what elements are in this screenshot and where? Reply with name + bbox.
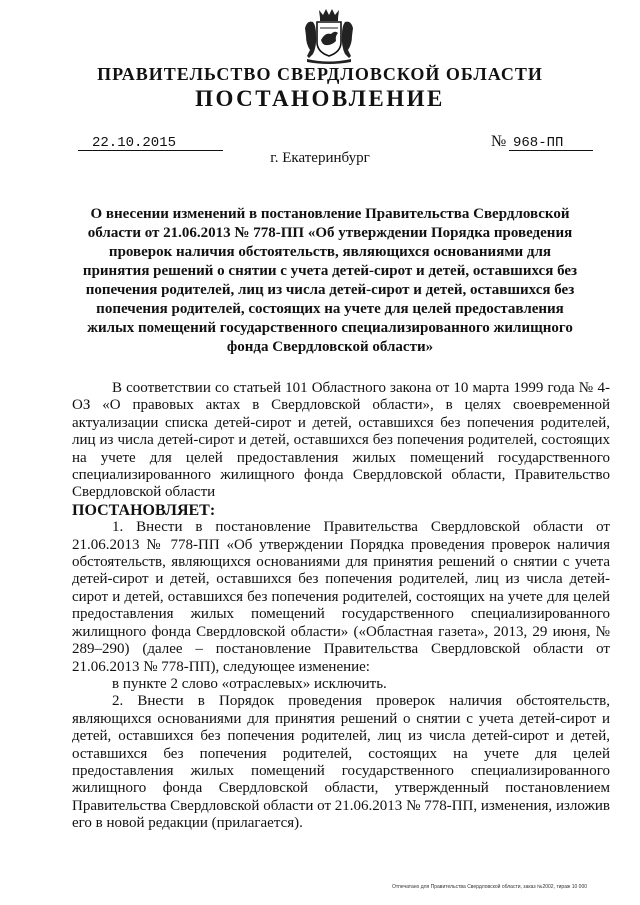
document-date: 22.10.2015 xyxy=(78,136,223,151)
document-title: О внесении изменений в постановление Правительства Свердловской области от 21.06.2013 № 778-ПП «Об утверждении Порядка проведения проверок наличия обстоятельств, являющихся основаниями для принятия решений о снятии с учета детей-сирот и детей, оставшихся без попечения родителей, лиц из числа детей-сирот и детей, оставшихся без попечения родителей, состоящих на учете для целей предоставления жилых помещений государственного специализированного жилищного фонда Свердловской области» xyxy=(82,206,578,355)
organization-name: ПРАВИТЕЛЬСТВО СВЕРДЛОВСКОЙ ОБЛАСТИ xyxy=(97,64,543,84)
document-number: 968-ПП xyxy=(509,136,593,151)
resolves-heading: ПОСТАНОВЛЯЕТ: xyxy=(72,501,216,519)
coat-of-arms-icon xyxy=(301,6,357,64)
document-type: ПОСТАНОВЛЕНИЕ xyxy=(195,86,445,111)
number-label: № xyxy=(491,133,507,150)
preamble-paragraph: В соответствии со статьей 101 Областного закона от 10 марта 1999 года № 4-ОЗ «О правовых актах в Свердловской области», в целях своевременной актуализации списка детей-сирот и детей, оставшихся без попечения родителей, лиц из числа детей-сирот и детей, оставшихся без попечения родителей, состоящих на учете для целей предоставления жилых помещений государственного специализированного жилищного фонда Свердловской области, Правительство Свердловской области xyxy=(72,380,610,501)
print-note: Отпечатано для Правительства Свердловской области, заказ №2002, тираж 10 000 xyxy=(392,884,588,890)
document-city: г. Екатеринбург xyxy=(270,150,370,166)
document-body xyxy=(72,380,610,833)
item-1-paragraph: 1. Внести в постановление Правительства Свердловской области от 21.06.2013 № 778-ПП «Об утверждении Порядка проведения проверок наличия обстоятельств, являющихся основаниями для принятия решений о снятии с учета детей-сирот и детей, оставшихся без попечения родителей, лиц из числа детей-сирот и детей, оставшихся без попечения родителей, состоящих на учете для целей предоставления жилых помещений государственного специализированного жилищного фонда Свердловской области» («Областная газета», 2013, 29 июня, № 289–290) (далее – постановление Правительства Свердловской области от 21.06.2013 № 778-ПП), следующее изменение: xyxy=(72,519,610,675)
item-2-paragraph: 2. Внести в Порядок проведения проверок наличия обстоятельств, являющихся основаниями для принятия решений о снятии с учета детей-сирот и детей, оставшихся без попечения родителей, лиц из числа детей-сирот и детей, оставшихся без попечения родителей, состоящих на учете для целей предоставления жилых помещений государственного специализированного жилищного фонда Свердловской области, утвержденный постановлением Правительства Свердловской области от 21.06.2013 № 778-ПП, изменения, изложив его в новой редакции (прилагается). xyxy=(72,693,610,832)
item-1-subparagraph: в пункте 2 слово «отраслевых» исключить. xyxy=(112,675,387,692)
